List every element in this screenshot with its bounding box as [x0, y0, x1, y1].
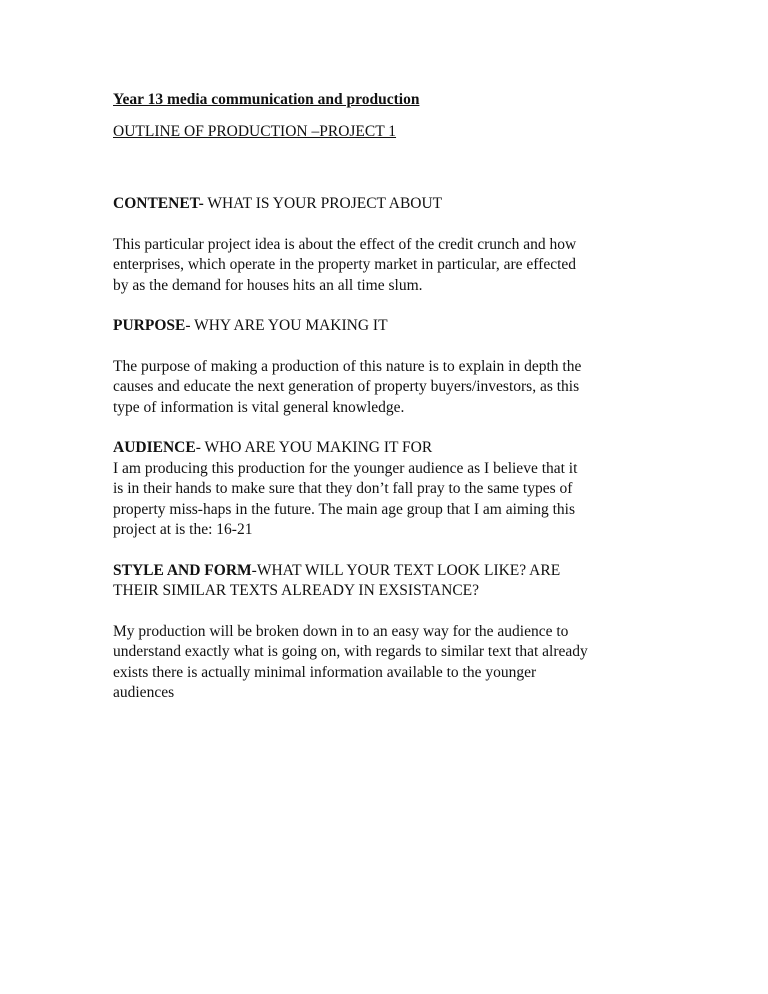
audience-heading-label: AUDIENCE: [113, 439, 196, 456]
style-line: My production will be broken down in to an easy way for the audience to: [113, 622, 569, 640]
style-heading-line2: THEIR SIMILAR TEXTS ALREADY IN EXSISTANCE?: [113, 582, 480, 599]
purpose-paragraph: [113, 357, 673, 419]
purpose-heading-question: - WHY ARE YOU MAKING IT: [185, 317, 388, 334]
purpose-line: type of information is vital general knowledge.: [113, 398, 405, 416]
style-heading-label: STYLE AND FORM: [113, 561, 252, 579]
audience-paragraph: [113, 459, 673, 541]
style-line: audiences: [113, 684, 175, 701]
content-line: enterprises, which operate in the property market in particular, are effected: [113, 256, 577, 273]
purpose-heading-label: PURPOSE: [113, 317, 186, 334]
audience-heading: [113, 438, 673, 459]
content-line: This particular project idea is about the effect of the credit crunch and how: [113, 235, 577, 253]
audience-heading-question: - WHO ARE YOU MAKING IT FOR: [195, 439, 433, 456]
style-line: exists there is actually minimal information available to the younger: [113, 663, 537, 681]
audience-line: property miss-haps in the future. The main age group that I am aiming this: [113, 500, 576, 518]
style-line: understand exactly what is going on, with regards to similar text that already: [113, 643, 588, 660]
document-page: [113, 90, 673, 704]
style-heading: [113, 561, 673, 582]
purpose-line: causes and educate the next generation of property buyers/investors, as this: [113, 378, 580, 395]
document-subtitle: OUTLINE OF PRODUCTION –PROJECT 1: [113, 122, 397, 140]
audience-line: is in their hands to make sure that they don’t fall pray to the same types of: [113, 480, 573, 497]
purpose-line: The purpose of making a production of this nature is to explain in depth the: [113, 357, 582, 375]
style-heading-question: -WHAT WILL YOUR TEXT LOOK LIKE? ARE: [251, 561, 561, 579]
purpose-heading: [113, 316, 673, 337]
audience-line: I am producing this production for the younger audience as I believe that it: [113, 459, 578, 477]
content-heading: [113, 194, 673, 215]
style-paragraph: [113, 622, 673, 704]
audience-line: project at is the: 16-21: [113, 521, 253, 538]
content-heading-label: CONTENET-: [113, 195, 204, 212]
document-title: Year 13 media communication and production: [113, 91, 420, 108]
content-heading-question: WHAT IS YOUR PROJECT ABOUT: [203, 195, 443, 212]
content-paragraph: [113, 235, 673, 297]
content-line: by as the demand for houses hits an all time slum.: [113, 276, 423, 294]
